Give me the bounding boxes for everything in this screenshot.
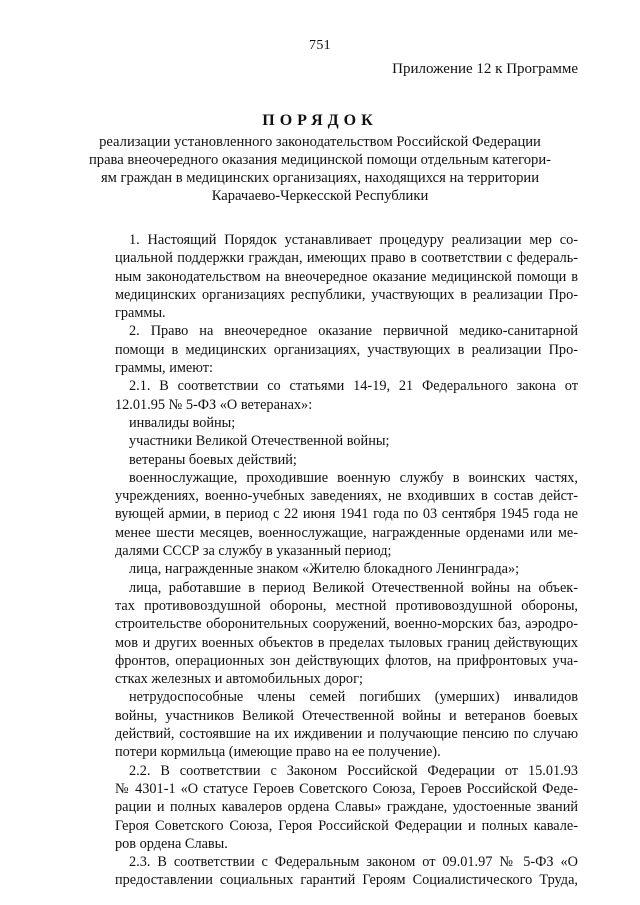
paragraph-line: 1. Настоящий Порядок устанавливает процедуру реализации мер со- — [129, 232, 578, 248]
paragraph-line: участники Великой Отечественной войны; — [129, 433, 390, 450]
subtitle-line: ям граждан в медицинских организациях, находящихся на территории — [100, 170, 540, 186]
paragraph-line: № 4301-1 «О статусе Героев Советского Союза, Героев Российской Феде- — [115, 780, 578, 797]
subtitle-line: Карачаево-Черкесской Республики — [211, 188, 429, 204]
paragraph-line: лица, работавшие в период Великой Отечественной войны на объек- — [129, 579, 578, 596]
paragraph-line: потери кормильца (имеющие право на ее получение). — [115, 744, 441, 761]
paragraph-line: предоставлении социальных гарантий Героям Социалистического Труда, — [115, 872, 578, 889]
document-title: ПОРЯДОК — [262, 112, 378, 129]
paragraph-line: далями СССР за службу в указанный период; — [115, 543, 392, 560]
paragraph-line: менее шести месяцев, военнослужащие, награжденные орденами или ме- — [115, 524, 578, 541]
paragraph-line: 2.2. В соответствии с Законом Российской Федерации от 15.01.93 — [129, 762, 578, 779]
paragraph-line: фронтов, операционных зон действующих флотов, на прифронтовых уча- — [115, 652, 578, 669]
paragraph-line: Героя Советского Союза, Героя Российской Федерации и полных кавале- — [115, 817, 578, 834]
paragraph-line: циальной поддержки граждан, имеющих право в соответствии с федераль- — [115, 250, 578, 267]
paragraph-line: мов и других военных объектов в пределах тыловых границ действующих — [115, 634, 578, 651]
paragraph-line: рации и полных кавалеров ордена Славы» граждане, удостоенные званий — [115, 799, 578, 816]
paragraph-line: учреждениях, военно-учебных заведениях, не входивших в состав дейст- — [115, 488, 578, 505]
paragraph-line: ветераны боевых действий; — [129, 451, 297, 468]
paragraph-line: военнослужащие, проходившие военную службу в воинских частях, — [129, 469, 578, 486]
page-number: 751 — [309, 38, 331, 53]
document-subtitle — [60, 133, 580, 205]
paragraph-line: 2. Право на внеочередное оказание первичной медико-санитарной — [129, 323, 578, 340]
paragraph-line: 2.1. В соответствии со статьями 14-19, 21 Федерального закона от — [129, 378, 578, 395]
paragraph-line: войны, участников Великой Отечественной войны и ветеранов боевых — [115, 707, 578, 724]
paragraph-line: нетрудоспособные члены семей погибших (умерших) инвалидов — [129, 689, 578, 706]
paragraph-line: помощи в медицинских организациях, участвующих в реализации Про- — [115, 341, 578, 358]
paragraph-line: тах противовоздушной обороны, местной противовоздушной обороны, — [115, 597, 578, 614]
paragraph-line: инвалиды войны; — [129, 414, 236, 431]
paragraph-line: ным законодательством на внеочередное оказание медицинской помощи в — [115, 268, 578, 285]
paragraph-line: 2.3. В соответствии с Федеральным законом от 09.01.97 № 5-ФЗ «О — [129, 854, 578, 871]
paragraph-line: вующей армии, в период с 22 июня 1941 года по 03 сентября 1945 года не — [115, 506, 578, 523]
paragraph-line: медицинских организациях республики, участвующих в реализации Про- — [115, 286, 578, 303]
subtitle-line: права внеочередного оказания медицинской помощи отдельным категори- — [88, 152, 552, 168]
paragraph-line: ров ордена Славы. — [115, 835, 228, 852]
appendix-label: Приложение 12 к Программе — [392, 61, 578, 77]
paragraph-line: граммы, имеют: — [115, 360, 213, 377]
paragraph-line: строительстве оборонительных сооружений, военно-морских баз, аэродро- — [115, 616, 578, 633]
paragraph-line: стках железных и автомобильных дорог; — [115, 671, 363, 688]
subtitle-line: реализации установленного законодательством Российской Федерации — [99, 134, 541, 150]
paragraph-line: граммы. — [115, 305, 166, 322]
paragraph-line: действий, состоявшие на их иждивении и получающие пенсию по случаю — [115, 726, 578, 743]
paragraph-line: лица, награжденные знаком «Жителю блокадного Ленинграда»; — [129, 561, 520, 578]
document-body — [115, 231, 578, 890]
paragraph-line: 12.01.95 № 5-ФЗ «О ветеранах»: — [115, 396, 313, 413]
